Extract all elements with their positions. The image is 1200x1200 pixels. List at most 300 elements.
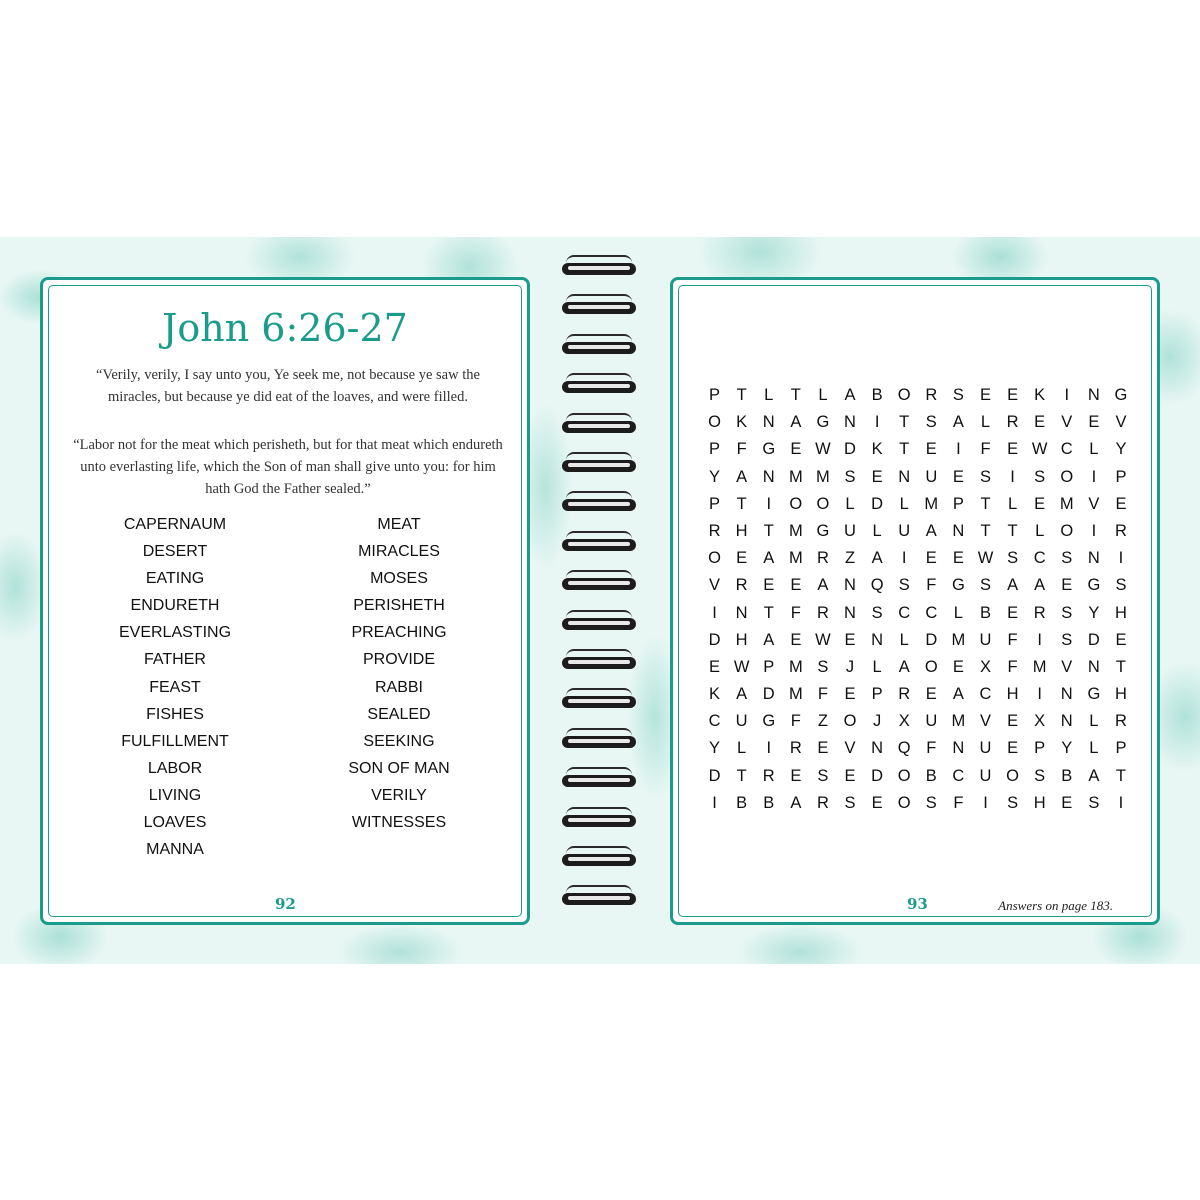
grid-letter: K: [709, 685, 721, 704]
grid-letter: M: [788, 467, 803, 486]
spiral-ring: [560, 491, 638, 521]
grid-row: [701, 436, 1135, 463]
grid-letter: E: [817, 739, 829, 758]
grid-letter: T: [899, 413, 910, 432]
grid-letter: E: [844, 630, 856, 649]
grid-letter: N: [844, 576, 856, 595]
spiral-ring: [560, 807, 638, 837]
grid-letter: G: [1114, 386, 1128, 404]
grid-letter: R: [1033, 603, 1046, 622]
grid-letter: F: [926, 739, 937, 758]
grid-letter: B: [925, 766, 937, 785]
grid-letter: E: [1061, 576, 1073, 595]
grid-letter: O: [1060, 521, 1074, 540]
grid-row: [701, 681, 1135, 708]
spiral-ring: [560, 334, 638, 364]
grid-letter: G: [762, 712, 776, 731]
grid-letter: S: [898, 576, 910, 595]
grid-letter: S: [1061, 603, 1073, 622]
word-list-item: MEAT: [377, 516, 421, 533]
grid-letter: I: [712, 793, 717, 812]
grid-letter: T: [763, 603, 774, 622]
grid-letter: J: [845, 657, 855, 676]
word-list-item: MIRACLES: [358, 543, 440, 561]
word-list-item: SON OF MAN: [348, 759, 450, 777]
grid-row: [701, 545, 1135, 572]
grid-letter: E: [1115, 494, 1127, 513]
grid-letter: E: [979, 386, 991, 404]
grid-letter: I: [1091, 521, 1097, 540]
word-list-column-2: [299, 511, 499, 836]
grid-letter: P: [709, 440, 721, 459]
spiral-ring: [560, 885, 638, 915]
word-list-item: VERILY: [371, 786, 427, 804]
grid-letter: E: [844, 685, 856, 704]
grid-letter: E: [952, 657, 964, 676]
grid-letter: B: [979, 603, 991, 622]
word-list-item: SEALED: [367, 705, 431, 723]
grid-letter: E: [1007, 739, 1019, 758]
grid-letter: E: [1034, 413, 1046, 432]
grid-letter: B: [1061, 766, 1073, 785]
grid-letter: F: [1007, 657, 1018, 676]
grid-letter: N: [844, 603, 856, 622]
grid-letter: G: [1087, 576, 1101, 595]
grid-letter: U: [979, 739, 992, 758]
grid-letter: T: [790, 386, 801, 404]
grid-letter: P: [1115, 739, 1127, 758]
grid-letter: U: [925, 467, 938, 486]
grid-letter: E: [952, 549, 964, 568]
grid-letter: D: [708, 630, 721, 649]
grid-letter: Z: [817, 712, 828, 731]
word-list-item: CAPERNAUM: [123, 516, 227, 533]
grid-letter: L: [872, 657, 882, 676]
grid-letter: O: [897, 386, 911, 404]
grid-letter: G: [816, 521, 830, 540]
grid-letter: L: [1035, 521, 1045, 540]
grid-letter: V: [709, 576, 721, 595]
word-list-item: WITNESSES: [351, 814, 447, 832]
grid-letter: K: [1034, 386, 1046, 404]
grid-letter: U: [735, 712, 748, 731]
grid-letter: E: [925, 549, 937, 568]
grid-letter: A: [790, 793, 802, 812]
grid-letter: O: [1006, 766, 1019, 785]
grid-letter: D: [871, 766, 884, 785]
grid-letter: N: [762, 413, 775, 432]
grid-letter: S: [1007, 793, 1019, 812]
grid-letter: F: [953, 793, 964, 812]
spiral-ring: [560, 728, 638, 758]
grid-letter: Q: [897, 739, 911, 758]
grid-letter: T: [763, 521, 774, 540]
grid-letter: E: [1088, 413, 1100, 432]
grid-row: [701, 382, 1135, 409]
grid-letter: M: [816, 467, 830, 486]
grid-letter: T: [736, 386, 747, 404]
grid-letter: O: [816, 494, 830, 513]
grid-letter: S: [925, 413, 937, 432]
grid-letter: D: [925, 630, 938, 649]
grid-letter: L: [845, 494, 855, 513]
right-page: [670, 277, 1160, 925]
grid-letter: H: [1114, 685, 1127, 704]
spiral-ring: [560, 531, 638, 561]
grid-letter: O: [843, 712, 857, 731]
grid-letter: I: [1037, 685, 1042, 704]
grid-letter: V: [844, 739, 856, 758]
grid-letter: Y: [1088, 603, 1100, 622]
grid-letter: C: [925, 603, 938, 622]
grid-letter: E: [871, 467, 883, 486]
grid-letter: O: [1060, 467, 1074, 486]
grid-letter: E: [709, 657, 721, 676]
grid-letter: L: [764, 386, 774, 404]
grid-letter: A: [736, 685, 748, 704]
answers-note: Answers on page 183.: [998, 898, 1113, 913]
spiral-ring: [560, 767, 638, 797]
grid-letter: L: [737, 739, 747, 758]
grid-letter: I: [1064, 386, 1070, 404]
grid-letter: H: [1006, 685, 1019, 704]
word-list-item: FULFILLMENT: [121, 732, 229, 750]
grid-letter: H: [735, 521, 748, 540]
book-spread: [0, 237, 1200, 964]
grid-row: [701, 572, 1135, 599]
spiral-binding: [560, 247, 640, 964]
word-list-item: SEEKING: [363, 732, 435, 750]
grid-letter: A: [898, 657, 910, 676]
grid-letter: W: [815, 440, 831, 459]
grid-letter: C: [1033, 549, 1046, 568]
grid-letter: P: [952, 494, 964, 513]
grid-letter: M: [788, 685, 803, 704]
grid-letter: C: [708, 712, 721, 731]
grid-letter: A: [952, 685, 964, 704]
grid-letter: R: [1114, 712, 1127, 731]
grid-letter: I: [766, 739, 772, 758]
grid-letter: F: [790, 712, 801, 731]
grid-letter: P: [871, 685, 883, 704]
grid-letter: E: [1034, 494, 1046, 513]
grid-letter: P: [709, 494, 721, 513]
grid-letter: I: [1118, 793, 1124, 812]
word-list-item: FISHES: [146, 705, 204, 723]
grid-letter: S: [1088, 793, 1100, 812]
grid-letter: A: [763, 630, 775, 649]
verse-text-1: “Verily, verily, I say unto you, Ye seek me, not because ye saw the miracles, but because ye did eat of the loaves, and were filled.: [96, 367, 480, 405]
grid-letter: E: [1061, 793, 1073, 812]
word-list-item: PERISHETH: [353, 597, 445, 615]
grid-letter: A: [1088, 766, 1100, 785]
grid-letter: E: [763, 576, 775, 595]
grid-letter: X: [979, 657, 991, 676]
grid-letter: T: [736, 766, 747, 785]
grid-letter: R: [1006, 413, 1019, 432]
grid-letter: A: [871, 549, 883, 568]
grid-letter: X: [898, 712, 910, 731]
word-list-item: LABOR: [147, 759, 203, 777]
spiral-ring: [560, 610, 638, 640]
grid-letter: C: [952, 766, 965, 785]
grid-letter: E: [790, 440, 802, 459]
grid-letter: U: [979, 630, 992, 649]
grid-letter: Y: [1115, 440, 1127, 459]
grid-letter: H: [1033, 793, 1046, 812]
grid-letter: Y: [709, 467, 721, 486]
grid-letter: F: [817, 685, 828, 704]
grid-letter: D: [708, 766, 721, 785]
grid-letter: E: [736, 549, 748, 568]
word-list-column-1: [75, 511, 275, 863]
grid-row: [701, 627, 1135, 654]
grid-letter: N: [871, 739, 884, 758]
grid-letter: R: [816, 793, 829, 812]
grid-letter: E: [1115, 630, 1127, 649]
grid-letter: E: [844, 766, 856, 785]
spiral-ring: [560, 570, 638, 600]
grid-letter: L: [899, 630, 909, 649]
grid-letter: R: [898, 685, 911, 704]
grid-letter: O: [897, 793, 911, 812]
grid-letter: G: [816, 413, 830, 432]
grid-letter: S: [1034, 467, 1046, 486]
grid-letter: F: [736, 440, 747, 459]
grid-letter: V: [1115, 413, 1127, 432]
grid-row: [701, 464, 1135, 491]
left-page: [40, 277, 530, 925]
grid-letter: A: [763, 549, 775, 568]
grid-letter: L: [1089, 739, 1099, 758]
grid-letter: I: [712, 603, 717, 622]
grid-letter: L: [818, 386, 828, 404]
word-list-item: LOAVES: [143, 814, 207, 832]
grid-letter: U: [898, 521, 911, 540]
grid-letter: R: [816, 603, 829, 622]
grid-row: [701, 600, 1135, 627]
word-list-item: FEAST: [149, 678, 201, 696]
grid-letter: E: [925, 685, 937, 704]
grid-letter: D: [762, 685, 775, 704]
grid-letter: I: [1037, 630, 1042, 649]
grid-letter: M: [1032, 657, 1047, 676]
grid-letter: W: [815, 630, 831, 649]
page-number: 93: [907, 895, 928, 913]
grid-row: [701, 409, 1135, 436]
grid-letter: A: [952, 413, 964, 432]
grid-letter: T: [980, 521, 991, 540]
grid-letter: U: [979, 766, 992, 785]
grid-letter: S: [1061, 630, 1073, 649]
grid-letter: O: [789, 494, 803, 513]
grid-letter: A: [1007, 576, 1019, 595]
spiral-ring: [560, 373, 638, 403]
grid-letter: I: [874, 413, 880, 432]
grid-letter: T: [980, 494, 991, 513]
word-list-item: MOSES: [370, 570, 428, 588]
grid-letter: E: [790, 766, 802, 785]
grid-letter: F: [980, 440, 991, 459]
grid-letter: G: [951, 576, 965, 595]
grid-letter: T: [1115, 657, 1126, 676]
grid-letter: H: [1114, 603, 1127, 622]
grid-letter: E: [1007, 440, 1019, 459]
grid-letter: L: [953, 603, 963, 622]
grid-letter: O: [924, 657, 938, 676]
grid-letter: S: [844, 467, 856, 486]
grid-letter: L: [1089, 440, 1099, 459]
grid-letter: O: [708, 413, 721, 432]
grid-letter: S: [1034, 766, 1046, 785]
grid-letter: E: [790, 576, 802, 595]
grid-letter: E: [1007, 712, 1019, 731]
page-number: 92: [275, 895, 296, 913]
grid-letter: H: [735, 630, 748, 649]
grid-letter: M: [951, 630, 966, 649]
word-list-item: FATHER: [144, 651, 206, 669]
grid-letter: C: [1060, 440, 1073, 459]
grid-letter: S: [871, 603, 883, 622]
word-list-item: LIVING: [148, 786, 202, 804]
grid-letter: E: [1007, 386, 1019, 404]
grid-letter: L: [980, 413, 991, 432]
grid-letter: X: [1034, 712, 1046, 731]
grid-letter: L: [1007, 494, 1018, 513]
grid-letter: D: [1087, 630, 1100, 649]
grid-letter: Y: [1061, 739, 1073, 758]
grid-letter: S: [979, 467, 991, 486]
grid-letter: S: [844, 793, 856, 812]
word-list-item: PROVIDE: [362, 651, 435, 669]
spiral-ring: [560, 255, 638, 285]
grid-letter: F: [1007, 630, 1018, 649]
grid-letter: N: [871, 630, 884, 649]
grid-row: [701, 491, 1135, 518]
grid-letter: B: [871, 386, 883, 404]
grid-letter: V: [1088, 494, 1100, 513]
grid-row: [701, 735, 1135, 762]
grid-letter: M: [788, 657, 803, 676]
grid-letter: C: [979, 685, 992, 704]
grid-letter: T: [1007, 521, 1018, 540]
grid-letter: B: [736, 793, 748, 812]
grid-letter: U: [925, 712, 938, 731]
grid-letter: A: [790, 413, 802, 432]
grid-letter: R: [1114, 521, 1127, 540]
grid-letter: L: [872, 521, 882, 540]
grid-letter: Z: [844, 549, 856, 568]
grid-letter: Q: [870, 576, 884, 595]
grid-row: [701, 518, 1135, 545]
grid-letter: R: [816, 549, 829, 568]
grid-letter: N: [1087, 549, 1100, 568]
spiral-ring: [560, 294, 638, 324]
grid-letter: L: [899, 494, 909, 513]
grid-letter: N: [1087, 657, 1100, 676]
grid-letter: G: [762, 440, 776, 459]
grid-row: [701, 763, 1135, 790]
grid-letter: O: [708, 549, 721, 568]
grid-letter: E: [1007, 603, 1019, 622]
spiral-ring: [560, 846, 638, 876]
grid-letter: A: [1034, 576, 1046, 595]
grid-letter: N: [1060, 685, 1073, 704]
spiral-ring: [560, 688, 638, 718]
word-search-grid: [701, 382, 1135, 817]
grid-letter: M: [788, 549, 803, 568]
grid-letter: U: [844, 521, 856, 540]
grid-letter: L: [1089, 712, 1099, 731]
grid-letter: I: [983, 793, 988, 812]
grid-letter: A: [925, 521, 937, 540]
word-list-item: MANNA: [146, 841, 204, 859]
grid-letter: F: [926, 576, 937, 595]
grid-letter: N: [762, 467, 775, 486]
grid-letter: P: [763, 657, 775, 676]
grid-letter: V: [1061, 413, 1073, 432]
grid-letter: T: [736, 494, 747, 513]
grid-letter: S: [1115, 576, 1127, 595]
grid-letter: N: [952, 521, 965, 540]
grid-row: [701, 708, 1135, 735]
grid-letter: N: [1060, 712, 1073, 731]
grid-row: [701, 654, 1135, 681]
grid-letter: A: [844, 386, 856, 404]
grid-letter: D: [871, 494, 884, 513]
word-list-item: ENDURETH: [130, 597, 220, 615]
grid-letter: P: [1115, 467, 1127, 486]
grid-letter: E: [925, 440, 937, 459]
word-list-item: PREACHING: [351, 624, 447, 642]
grid-letter: J: [872, 712, 882, 731]
grid-letter: N: [735, 603, 748, 622]
grid-letter: R: [925, 386, 938, 404]
word-list-item: RABBI: [374, 678, 423, 696]
spiral-ring: [560, 649, 638, 679]
grid-letter: I: [1091, 467, 1097, 486]
grid-letter: A: [736, 467, 748, 486]
grid-letter: F: [790, 603, 801, 622]
grid-letter: V: [979, 712, 991, 731]
grid-letter: N: [1087, 386, 1100, 404]
grid-letter: M: [788, 521, 803, 540]
grid-letter: W: [977, 549, 994, 568]
grid-letter: D: [844, 440, 856, 459]
grid-letter: V: [1061, 657, 1073, 676]
spiral-ring: [560, 452, 638, 482]
grid-letter: I: [1010, 467, 1015, 486]
grid-letter: I: [766, 494, 772, 513]
grid-letter: M: [951, 712, 966, 731]
grid-letter: B: [763, 793, 775, 812]
grid-letter: C: [898, 603, 911, 622]
verse-text-2: “Labor not for the meat which perisheth, but for that meat which endureth unto everlasting life, which the Son of man shall give unto you: for him hath God the Father sealed.”: [73, 437, 503, 497]
grid-letter: K: [871, 440, 883, 459]
grid-letter: I: [901, 549, 907, 568]
grid-letter: P: [709, 386, 721, 404]
grid-letter: W: [733, 657, 750, 676]
grid-letter: W: [1031, 440, 1048, 459]
grid-letter: O: [897, 766, 911, 785]
grid-letter: T: [899, 440, 910, 459]
grid-letter: R: [789, 739, 802, 758]
grid-letter: N: [898, 467, 911, 486]
grid-letter: S: [1061, 549, 1073, 568]
grid-letter: M: [1059, 494, 1074, 513]
grid-letter: P: [1034, 739, 1046, 758]
grid-row: [701, 790, 1135, 817]
